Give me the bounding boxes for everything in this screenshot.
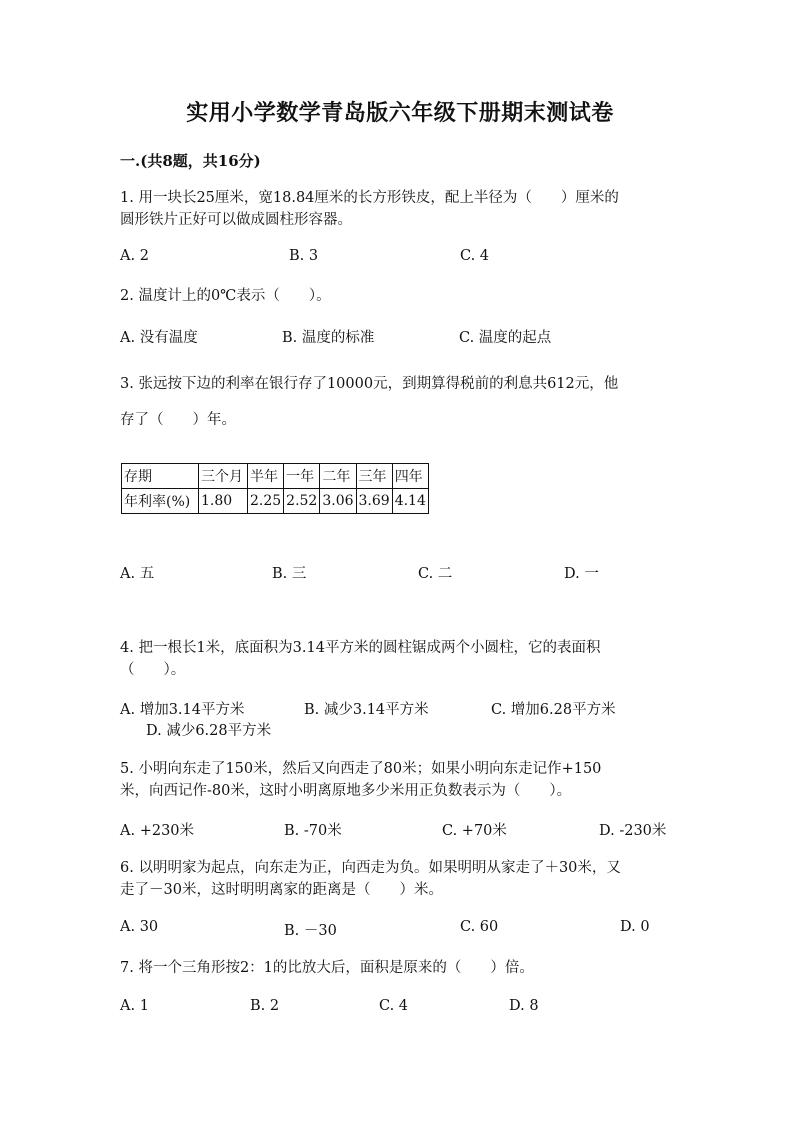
question-3-line-1: 3. 张远按下边的利率在银行存了10000元，到期算得税前的利息共612元，他	[120, 376, 619, 392]
question-6	[120, 857, 690, 901]
q3-option-b[interactable]: B. 三	[272, 566, 307, 582]
table-cell: 三个月	[199, 464, 248, 489]
question-1-line-2: 圆形铁片正好可以做成圆柱形容器。	[120, 212, 352, 228]
question-7	[120, 957, 690, 979]
interest-rate-table	[121, 463, 429, 514]
question-5-options	[120, 819, 690, 841]
table-cell: 2.52	[284, 489, 320, 514]
table-cell: 二年	[320, 464, 356, 489]
question-3-options	[120, 562, 690, 584]
question-4-options	[120, 698, 690, 742]
question-3	[120, 366, 690, 438]
question-4	[120, 637, 690, 681]
q7-option-b[interactable]: B. 2	[250, 998, 280, 1014]
question-3-line-2: 存了（ ）年。	[120, 412, 236, 428]
q4-option-b[interactable]: B. 减少3.14平方米	[304, 702, 429, 718]
question-5-line-1: 5. 小明向东走了150米，然后又向西走了80米；如果小明向东走记作+150	[120, 761, 602, 777]
table-cell: 三年	[356, 464, 392, 489]
table-row	[122, 489, 429, 514]
q6-option-a[interactable]: A. 30	[120, 919, 159, 935]
question-6-options	[120, 919, 690, 941]
q6-option-b[interactable]: B. －30	[284, 923, 337, 939]
page-title: 实用小学数学青岛版六年级下册期末测试卷	[186, 100, 614, 126]
q7-option-a[interactable]: A. 1	[120, 998, 149, 1014]
question-4-line-2: （ ）。	[120, 662, 186, 678]
q5-option-b[interactable]: B. -70米	[284, 823, 342, 839]
q3-option-d[interactable]: D. 一	[564, 566, 599, 582]
question-7-text: 7. 将一个三角形按2：1的比放大后，面积是原来的（ ）倍。	[120, 960, 534, 976]
table-cell: 四年	[392, 464, 428, 489]
q7-option-c[interactable]: C. 4	[379, 998, 409, 1014]
table-cell: 4.14	[392, 489, 428, 514]
q4-option-a[interactable]: A. 增加3.14平方米	[120, 702, 245, 718]
q3-option-c[interactable]: C. 二	[418, 566, 453, 582]
q4-option-c[interactable]: C. 增加6.28平方米	[491, 702, 616, 718]
q5-option-d[interactable]: D. -230米	[599, 823, 667, 839]
question-7-options	[120, 998, 690, 1020]
q4-option-d[interactable]: D. 减少6.28平方米	[146, 723, 272, 739]
q2-option-b[interactable]: B. 温度的标准	[282, 330, 375, 346]
table-cell: 3.69	[356, 489, 392, 514]
q6-option-c[interactable]: C. 60	[460, 919, 499, 935]
q2-option-c[interactable]: C. 温度的起点	[459, 330, 552, 346]
table-cell: 年利率(%)	[122, 489, 199, 514]
table-cell: 2.25	[248, 489, 284, 514]
table-cell: 3.06	[320, 489, 356, 514]
q2-option-a[interactable]: A. 没有温度	[120, 330, 198, 346]
question-6-line-1: 6. 以明明家为起点，向东走为正，向西走为负。如果明明从家走了＋30米，又	[120, 860, 621, 876]
section-heading: 一.(共8题，共16分)	[120, 152, 261, 170]
question-1	[120, 187, 690, 231]
question-2	[120, 285, 690, 307]
question-4-line-1: 4. 把一根长1米，底面积为3.14平方米的圆柱锯成两个小圆柱，它的表面积	[120, 640, 601, 656]
question-6-line-2: 走了－30米，这时明明离家的距离是（ ）米。	[120, 882, 443, 898]
q5-option-c[interactable]: C. +70米	[442, 823, 507, 839]
q6-option-d[interactable]: D. 0	[620, 919, 650, 935]
q5-option-a[interactable]: A. +230米	[120, 823, 195, 839]
table-cell: 1.80	[199, 489, 248, 514]
q1-option-b[interactable]: B. 3	[289, 248, 319, 264]
q1-option-c[interactable]: C. 4	[460, 248, 490, 264]
question-1-line-1: 1. 用一块长25厘米，宽18.84厘米的长方形铁皮，配上半径为（ ）厘米的	[120, 190, 619, 206]
question-2-text: 2. 温度计上的0℃表示（ ）。	[120, 288, 331, 304]
table-cell: 半年	[248, 464, 284, 489]
question-5-line-2: 米，向西记作-80米，这时小明离原地多少米用正负数表示为（ ）。	[120, 783, 572, 799]
table-cell: 存期	[122, 464, 199, 489]
question-1-options	[120, 248, 690, 270]
q1-option-a[interactable]: A. 2	[120, 248, 149, 264]
q7-option-d[interactable]: D. 8	[509, 998, 539, 1014]
q3-option-a[interactable]: A. 五	[120, 566, 155, 582]
table-cell: 一年	[284, 464, 320, 489]
table-header-row	[122, 464, 429, 489]
question-5	[120, 758, 690, 802]
question-2-options	[120, 326, 690, 348]
